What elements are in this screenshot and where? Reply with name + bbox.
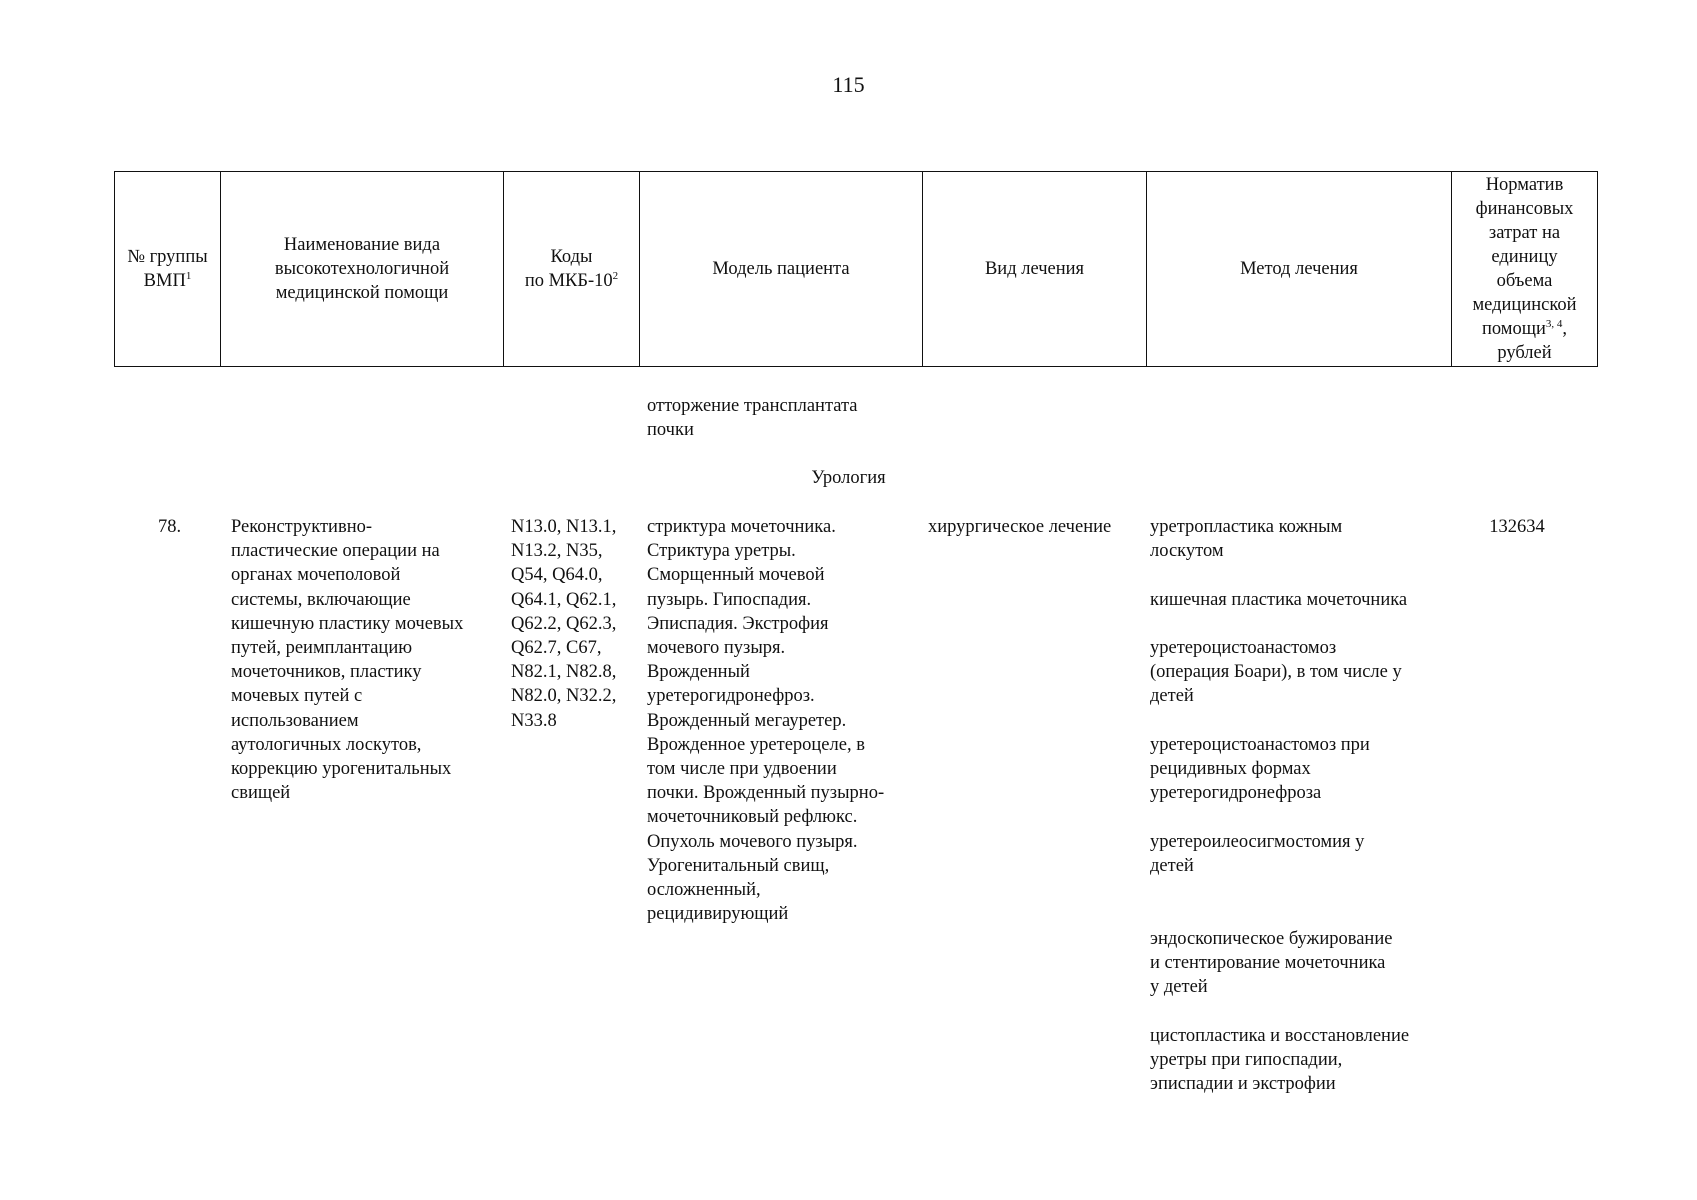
header-icd-codes: Коды по МКБ-$10^2$ [504,172,640,367]
header-group-no: № группы ВМП$^1$ [115,172,221,367]
page-number: 115 [832,72,865,97]
table-header [114,171,1598,367]
row-icd-codes: N13.0, N13.1, N13.2, N35, Q54, Q64.0, Q64.1, Q62.1, Q62.2, Q62.3, Q62.7, C67, N82.1, N82.8, N82.0, N32.2, N33.8 [511,517,617,731]
header-treatment-method: Метод лечения [1147,172,1452,367]
header-vmp-name: Наименование вида высокотехнологичной медицинской помощи [221,172,504,367]
row-treatment-type: хирургическое лечение [928,517,1112,537]
method-item: уретероилеосигмостомия у детей [1150,832,1365,877]
row-cost: 132634 [1489,517,1545,537]
header-treatment-type: Вид лечения [923,172,1147,367]
row-patient-model: стриктура мочеточника. Стриктура уретры. Сморщенный мочевой пузырь. Гипоспадия. Эписпадия. Экстрофия мочевого пузыря. Врожденный уретерогидронефроз. Врожденный мегауретер. Врожденное уретероцеле, в том числе при удвоении почки. Врожденный пузырно- мочеточниковый рефлюкс. Опухоль мочевого пузыря. Урогенитальный свищ, осложненный, рецидивирующий [647,517,885,925]
method-item: уретероцистоанастомоз при рецидивных формах уретерогидронефроза [1150,735,1370,804]
header-patient-model: Модель пациента [640,172,923,367]
header-cost-standard: Норматив финансовых затрат на единицу объема медицинской помощи$^{3, 4}$, рублей [1452,172,1598,367]
section-title: Урология [811,468,886,488]
prev-row-patient-model: отторжение трансплантата почки [647,396,858,441]
method-item: уретропластика кожным лоскутом [1150,517,1343,562]
row-vmp-name: Реконструктивно- пластические операции на органах мочеполовой системы, включающие кишечную пластику мочевых путей, реимплантацию мочеточников, пластику мочевых путей с использованием аутологичных лоскутов, коррекцию урогенитальных свищей [231,517,464,804]
method-item: уретероцистоанастомоз (операция Боари), в том числе у детей [1150,638,1402,707]
method-item: эндоскопическое бужирование и стентирование мочеточника у детей [1150,929,1393,998]
method-item: цистопластика и восстановление уретры при гипоспадии, эписпадии и экстрофии [1150,1026,1410,1095]
method-item: кишечная пластика мочеточника [1150,590,1408,610]
row-number: 78. [158,517,182,537]
